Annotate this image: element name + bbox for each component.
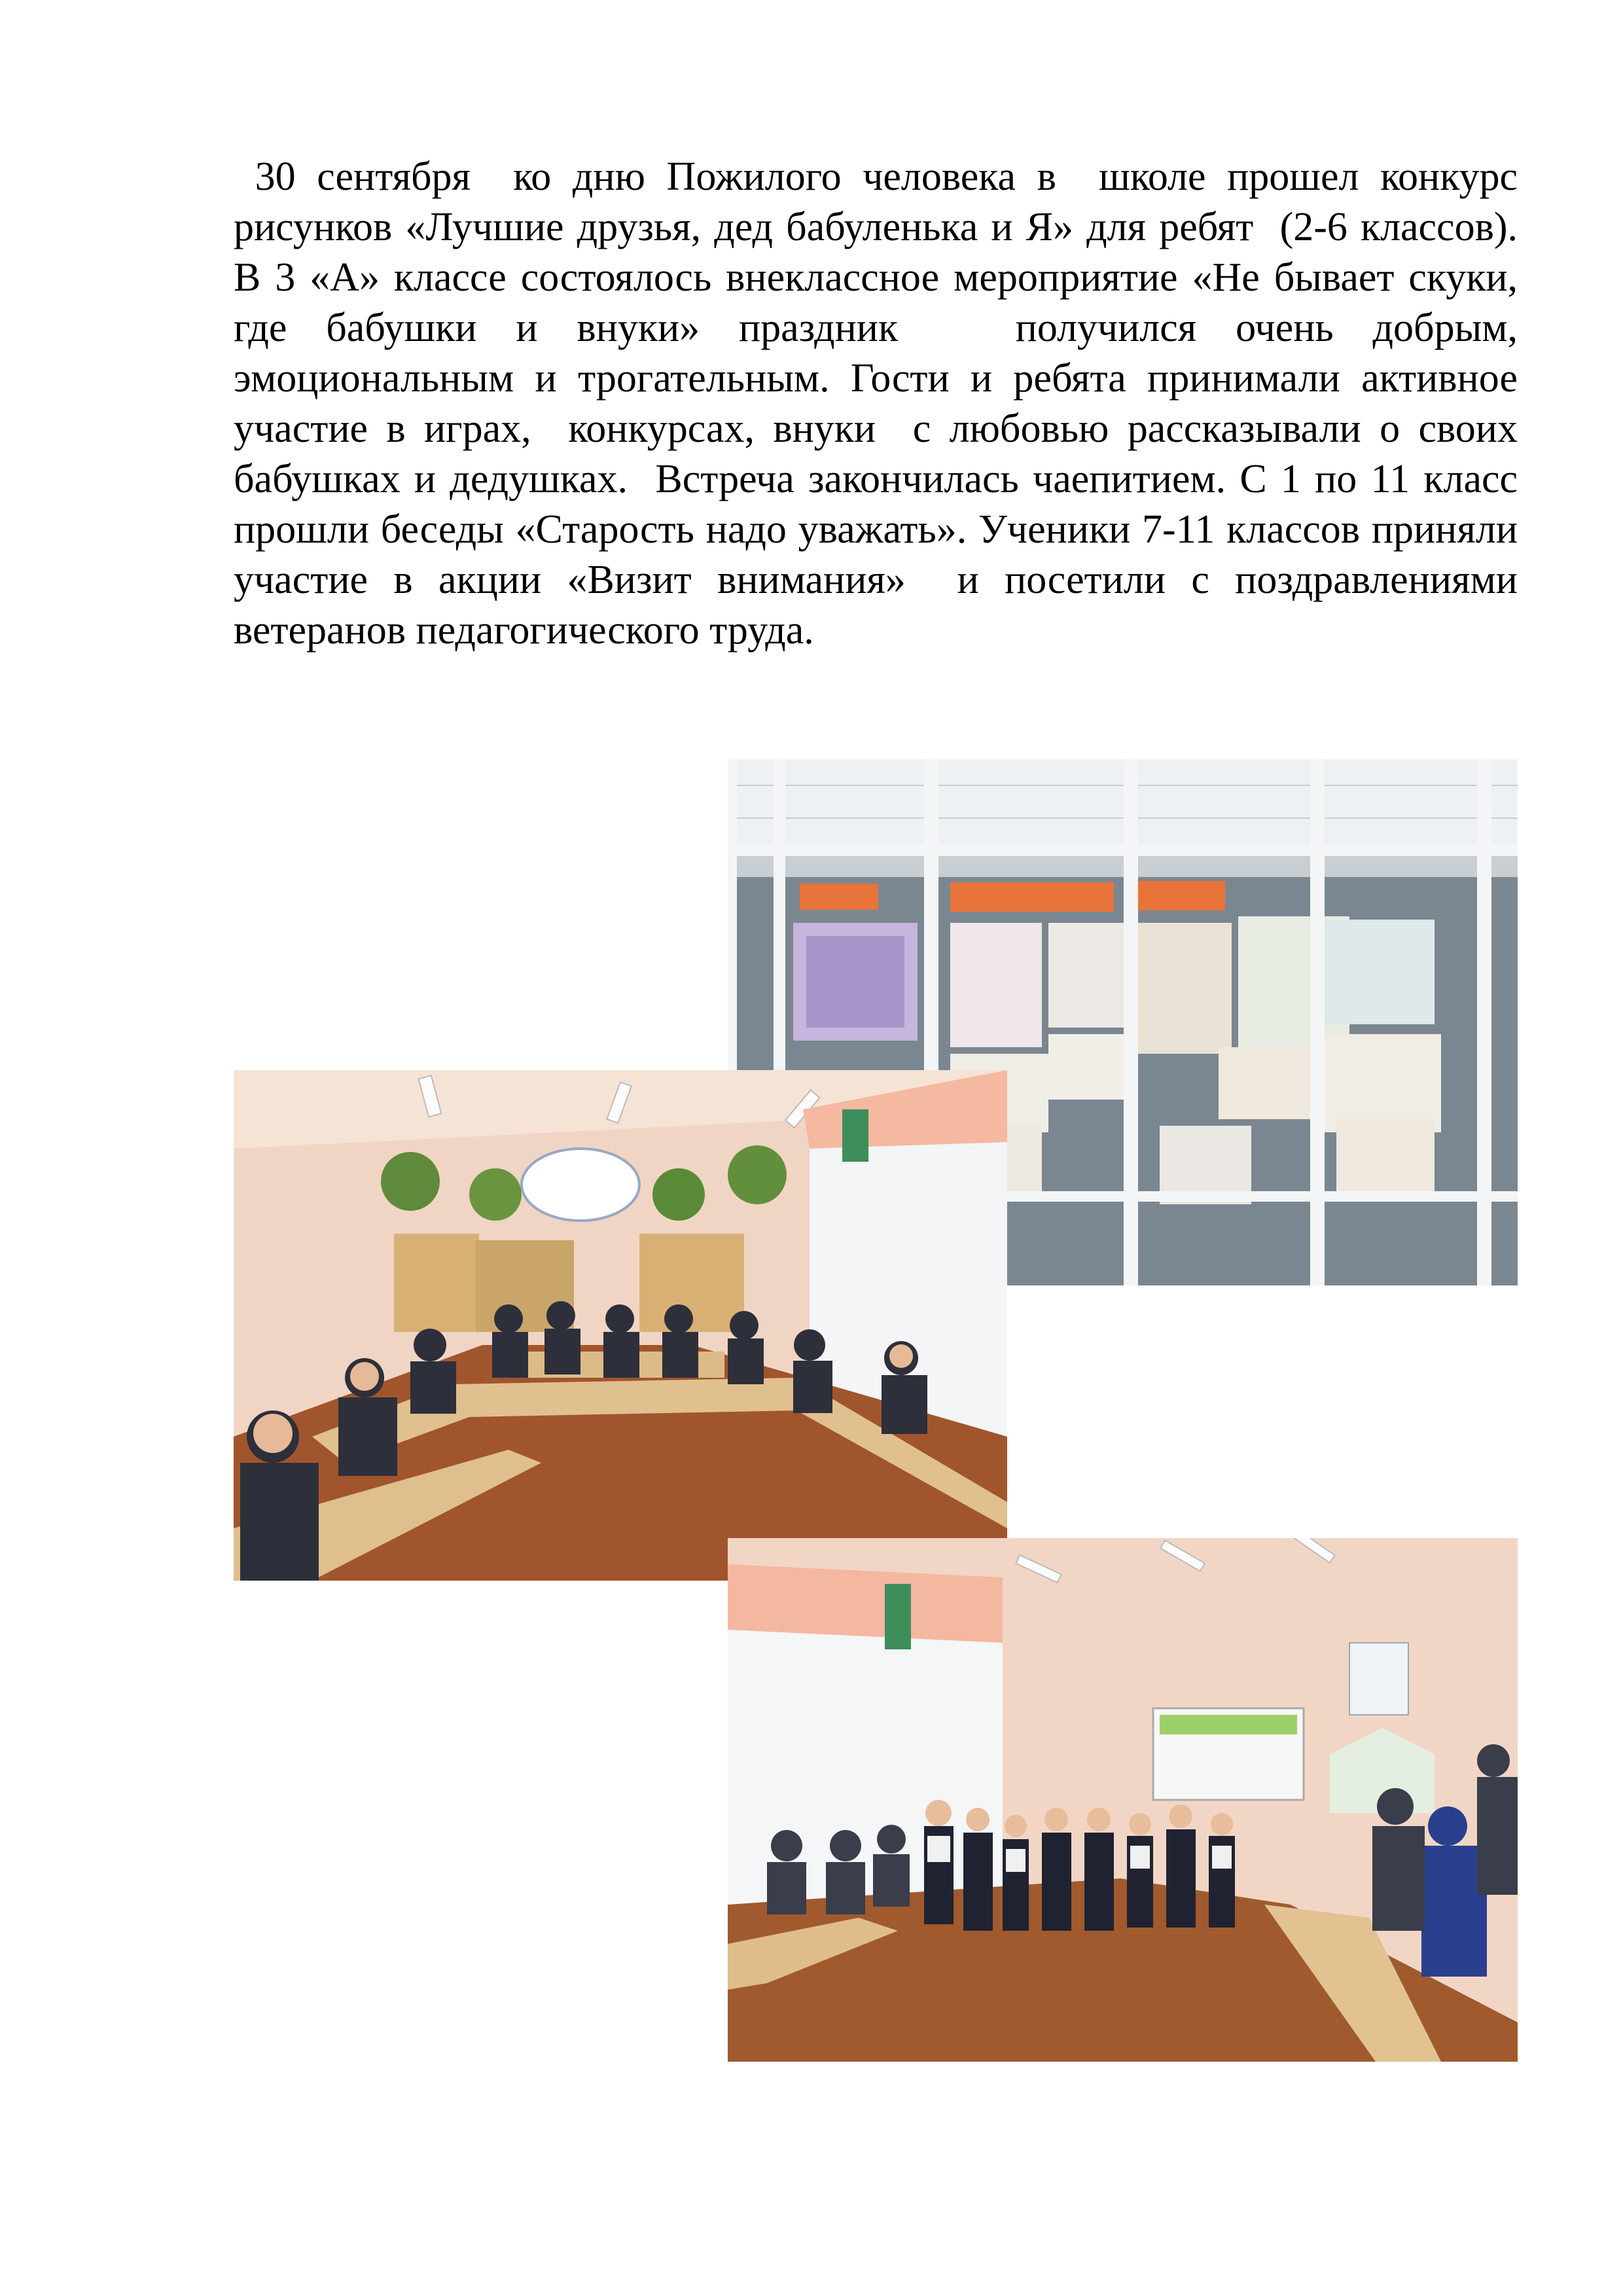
tea-party-photo [234, 1070, 1007, 1581]
performance-photo [728, 1538, 1518, 2062]
article-paragraph: 30 сентября ко дню Пожилого человека в школе прошел конкурс рисунков «Лучшие друзья, дед бабуленька и Я» для ребят (2-6 классов). В 3 «А» классе состоялось внеклассное мероприятие «Не бывает скуки, где бабушки и внуки» праздник получился очень добрым, эмоциональным и трогательным. Гости и ребята принимали активное участие в играх, конкурсах, внуки с любовью рассказывали о своих бабушках и дедушках. Встреча закончилась чаепитием. С 1 по 11 класс прошли беседы «Старость надо уважать». Ученики 7-11 классов приняли участие в акции «Визит внимания» и посетили с поздравлениями ветеранов педагогического труда. [234, 154, 1538, 653]
article-text [234, 152, 1538, 656]
